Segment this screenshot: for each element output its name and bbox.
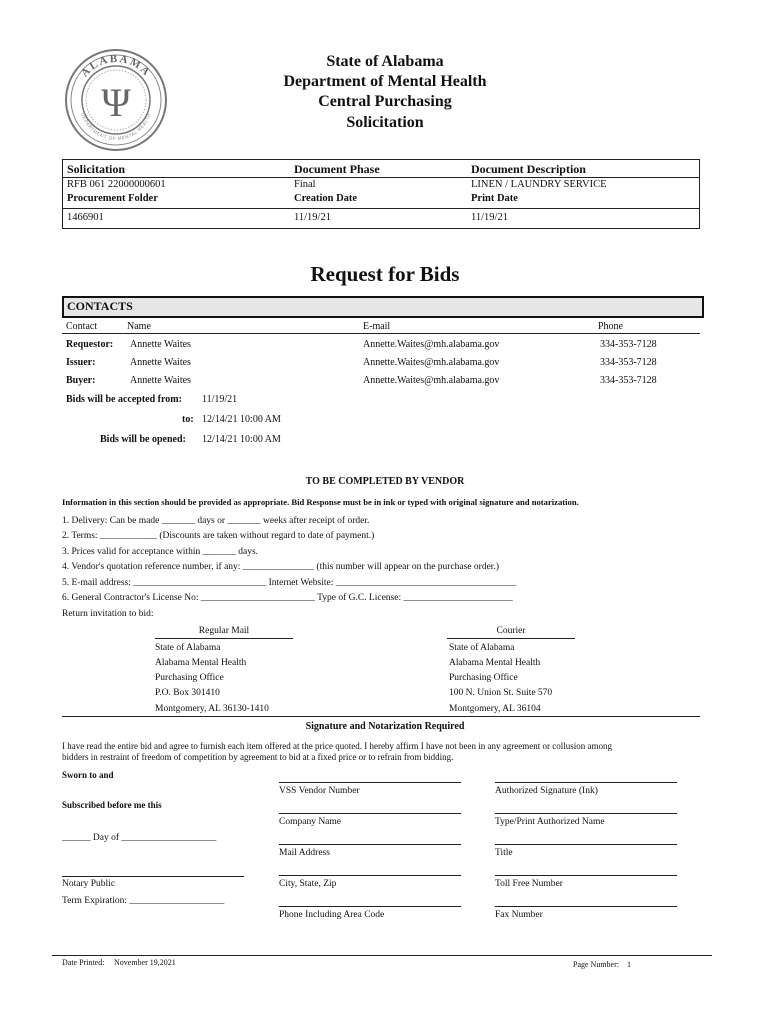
toll-free-line[interactable] [495,875,677,876]
creation-date-label: Creation Date [294,193,358,204]
procurement-folder-label: Procurement Folder [67,193,158,204]
day-of-field[interactable]: ______ Day of ____________________ [62,833,217,843]
document-description-label: Document Description [471,162,586,176]
fax-line[interactable] [495,906,677,907]
bids-opened-label: Bids will be opened: [100,434,186,445]
contact-email: Annette.Waites@mh.alabama.gov [363,339,500,350]
procurement-folder-value: 1466901 [67,212,104,223]
regular-mail-line: Alabama Mental Health [155,658,247,668]
city-state-zip-line[interactable] [279,875,461,876]
print-date-label: Print Date [471,193,518,204]
contact-role: Requestor: [66,339,114,350]
term-expiration-field[interactable]: Term Expiration: ____________________ [62,896,225,906]
regular-mail-line: Montgomery, AL 36130-1410 [155,704,269,714]
courier-line: Purchasing Office [449,673,518,683]
page-number-label: Page Number: [573,960,619,969]
col-name-header: Name [127,321,151,332]
courier-line: Montgomery, AL 36104 [449,704,541,714]
affirmation-line-1: I have read the entire bid and agree to furnish each item offered at the price quoted. I hereby affirm I have not been in any agreement or collusion among [62,741,612,751]
contact-phone: 334-353-7128 [600,339,657,350]
authorized-signature-label: Authorized Signature (Ink) [495,786,598,796]
phone-line[interactable] [279,906,461,907]
regular-mail-line: P.O. Box 301410 [155,688,220,698]
document-phase-label: Document Phase [294,162,380,176]
regular-mail-heading: Regular Mail [198,626,250,636]
bids-accepted-value: 11/19/21 [202,394,238,405]
affirmation-line-2: bidders in restraint of freedom of competition by agreement to bid at a fixed price or to refrain from bidding. [62,752,454,762]
footer-rule [52,955,712,956]
contacts-section-bar [62,296,704,318]
contact-role: Issuer: [66,357,96,368]
vendor-item-terms: 2. Terms: ____________ (Discounts are taken without regard to date of payment.) [62,531,375,541]
regular-mail-line: State of Alabama [155,643,221,653]
creation-date-value: 11/19/21 [294,212,331,223]
table-divider [63,177,699,178]
solicitation-value: RFB 061 22000000601 [67,179,166,190]
contact-name: Annette Waites [130,375,191,386]
notary-public-label: Notary Public [62,879,116,889]
vendor-item-email: 5. E-mail address: ____________________________ Internet Website: ______________________________________ [62,578,517,588]
vendor-item-delivery: 1. Delivery: Can be made _______ days or _______ weeks after receipt of order. [62,516,370,526]
authorized-name-label: Type/Print Authorized Name [495,817,605,827]
notary-signature-line[interactable] [62,876,244,877]
subscribed-label: Subscribed before me this [62,800,162,810]
signature-heading: Signature and Notarization Required [305,721,465,732]
courier-underline [447,638,575,639]
contact-role: Buyer: [66,375,96,386]
bids-to-label: to: [182,414,194,425]
fax-label: Fax Number [495,910,543,920]
toll-free-label: Toll Free Number [495,879,563,889]
seal-ring-text: DEPARTMENT OF MENTAL HEALTH [80,112,152,142]
return-invitation-label: Return invitation to bid: [62,609,154,619]
sworn-label: Sworn to and [62,770,114,780]
company-name-label: Company Name [279,817,342,827]
vendor-section-heading: TO BE COMPLETED BY VENDOR [305,476,465,487]
mail-address-label: Mail Address [279,848,330,858]
bids-to-value: 12/14/21 10:00 AM [202,414,281,425]
date-printed-label: Date Printed: [62,958,105,967]
authorized-signature-line[interactable] [495,782,677,783]
vss-vendor-number-line[interactable] [279,782,461,783]
contact-name: Annette Waites [130,357,191,368]
table-divider [63,208,699,209]
header-line-1: State of Alabama [326,53,444,70]
page-title: Request for Bids [310,262,460,286]
company-name-line[interactable] [279,813,461,814]
contact-email: Annette.Waites@mh.alabama.gov [363,375,500,386]
bids-accepted-label: Bids will be accepted from: [66,394,182,405]
contact-name: Annette Waites [130,339,191,350]
vendor-info-text: Information in this section should be provided as appropriate. Bid Response must be in ink or typed with original signature and notarization. [62,497,579,507]
contact-phone: 334-353-7128 [600,375,657,386]
bids-opened-value: 12/14/21 10:00 AM [202,434,281,445]
header-line-4: Solicitation [346,114,424,131]
print-date-value: 11/19/21 [471,212,508,223]
vendor-item-prices: 3. Prices valid for acceptance within _______ days. [62,547,259,557]
psi-symbol: Ψ [101,80,131,125]
regular-mail-line: Purchasing Office [155,673,224,683]
document-info-table [62,159,700,229]
signature-section-rule [62,716,700,717]
vss-vendor-number-label: VSS Vendor Number [279,786,360,796]
mail-address-line[interactable] [279,844,461,845]
col-email-header: E-mail [363,321,391,332]
courier-line: 100 N. Union St. Suite 570 [449,688,553,698]
page-number-value: 1 [627,960,631,969]
phone-label: Phone Including Area Code [279,910,385,920]
document-phase-value: Final [294,179,316,190]
state-seal [64,48,168,152]
solicitation-label: Solicitation [67,162,126,176]
contacts-header-rule [62,333,700,334]
authorized-name-line[interactable] [495,813,677,814]
contacts-heading: CONTACTS [67,299,133,313]
courier-heading: Courier [496,626,526,636]
col-phone-header: Phone [598,321,623,332]
contact-phone: 334-353-7128 [600,357,657,368]
header-line-3: Central Purchasing [318,93,452,110]
seal-top-text: ALABAMA [78,52,154,80]
header-line-2: Department of Mental Health [283,73,487,90]
title-line[interactable] [495,844,677,845]
city-state-zip-label: City, State, Zip [279,879,337,889]
col-contact-header: Contact [66,321,98,332]
vendor-item-license: 6. General Contractor's License No: ________________________ Type of G.C. License: _______________________ [62,593,513,603]
document-description-value: LINEN / LAUNDRY SERVICE [471,179,607,190]
date-printed-value: November 19,2021 [114,958,176,967]
title-label: Title [495,848,513,858]
courier-line: Alabama Mental Health [449,658,541,668]
regular-mail-underline [155,638,293,639]
courier-line: State of Alabama [449,643,515,653]
contact-email: Annette.Waites@mh.alabama.gov [363,357,500,368]
seal-graphic [64,48,168,152]
vendor-item-quotation: 4. Vendor's quotation reference number, if any: _______________ (this number will appear on the purchase order.) [62,562,499,572]
